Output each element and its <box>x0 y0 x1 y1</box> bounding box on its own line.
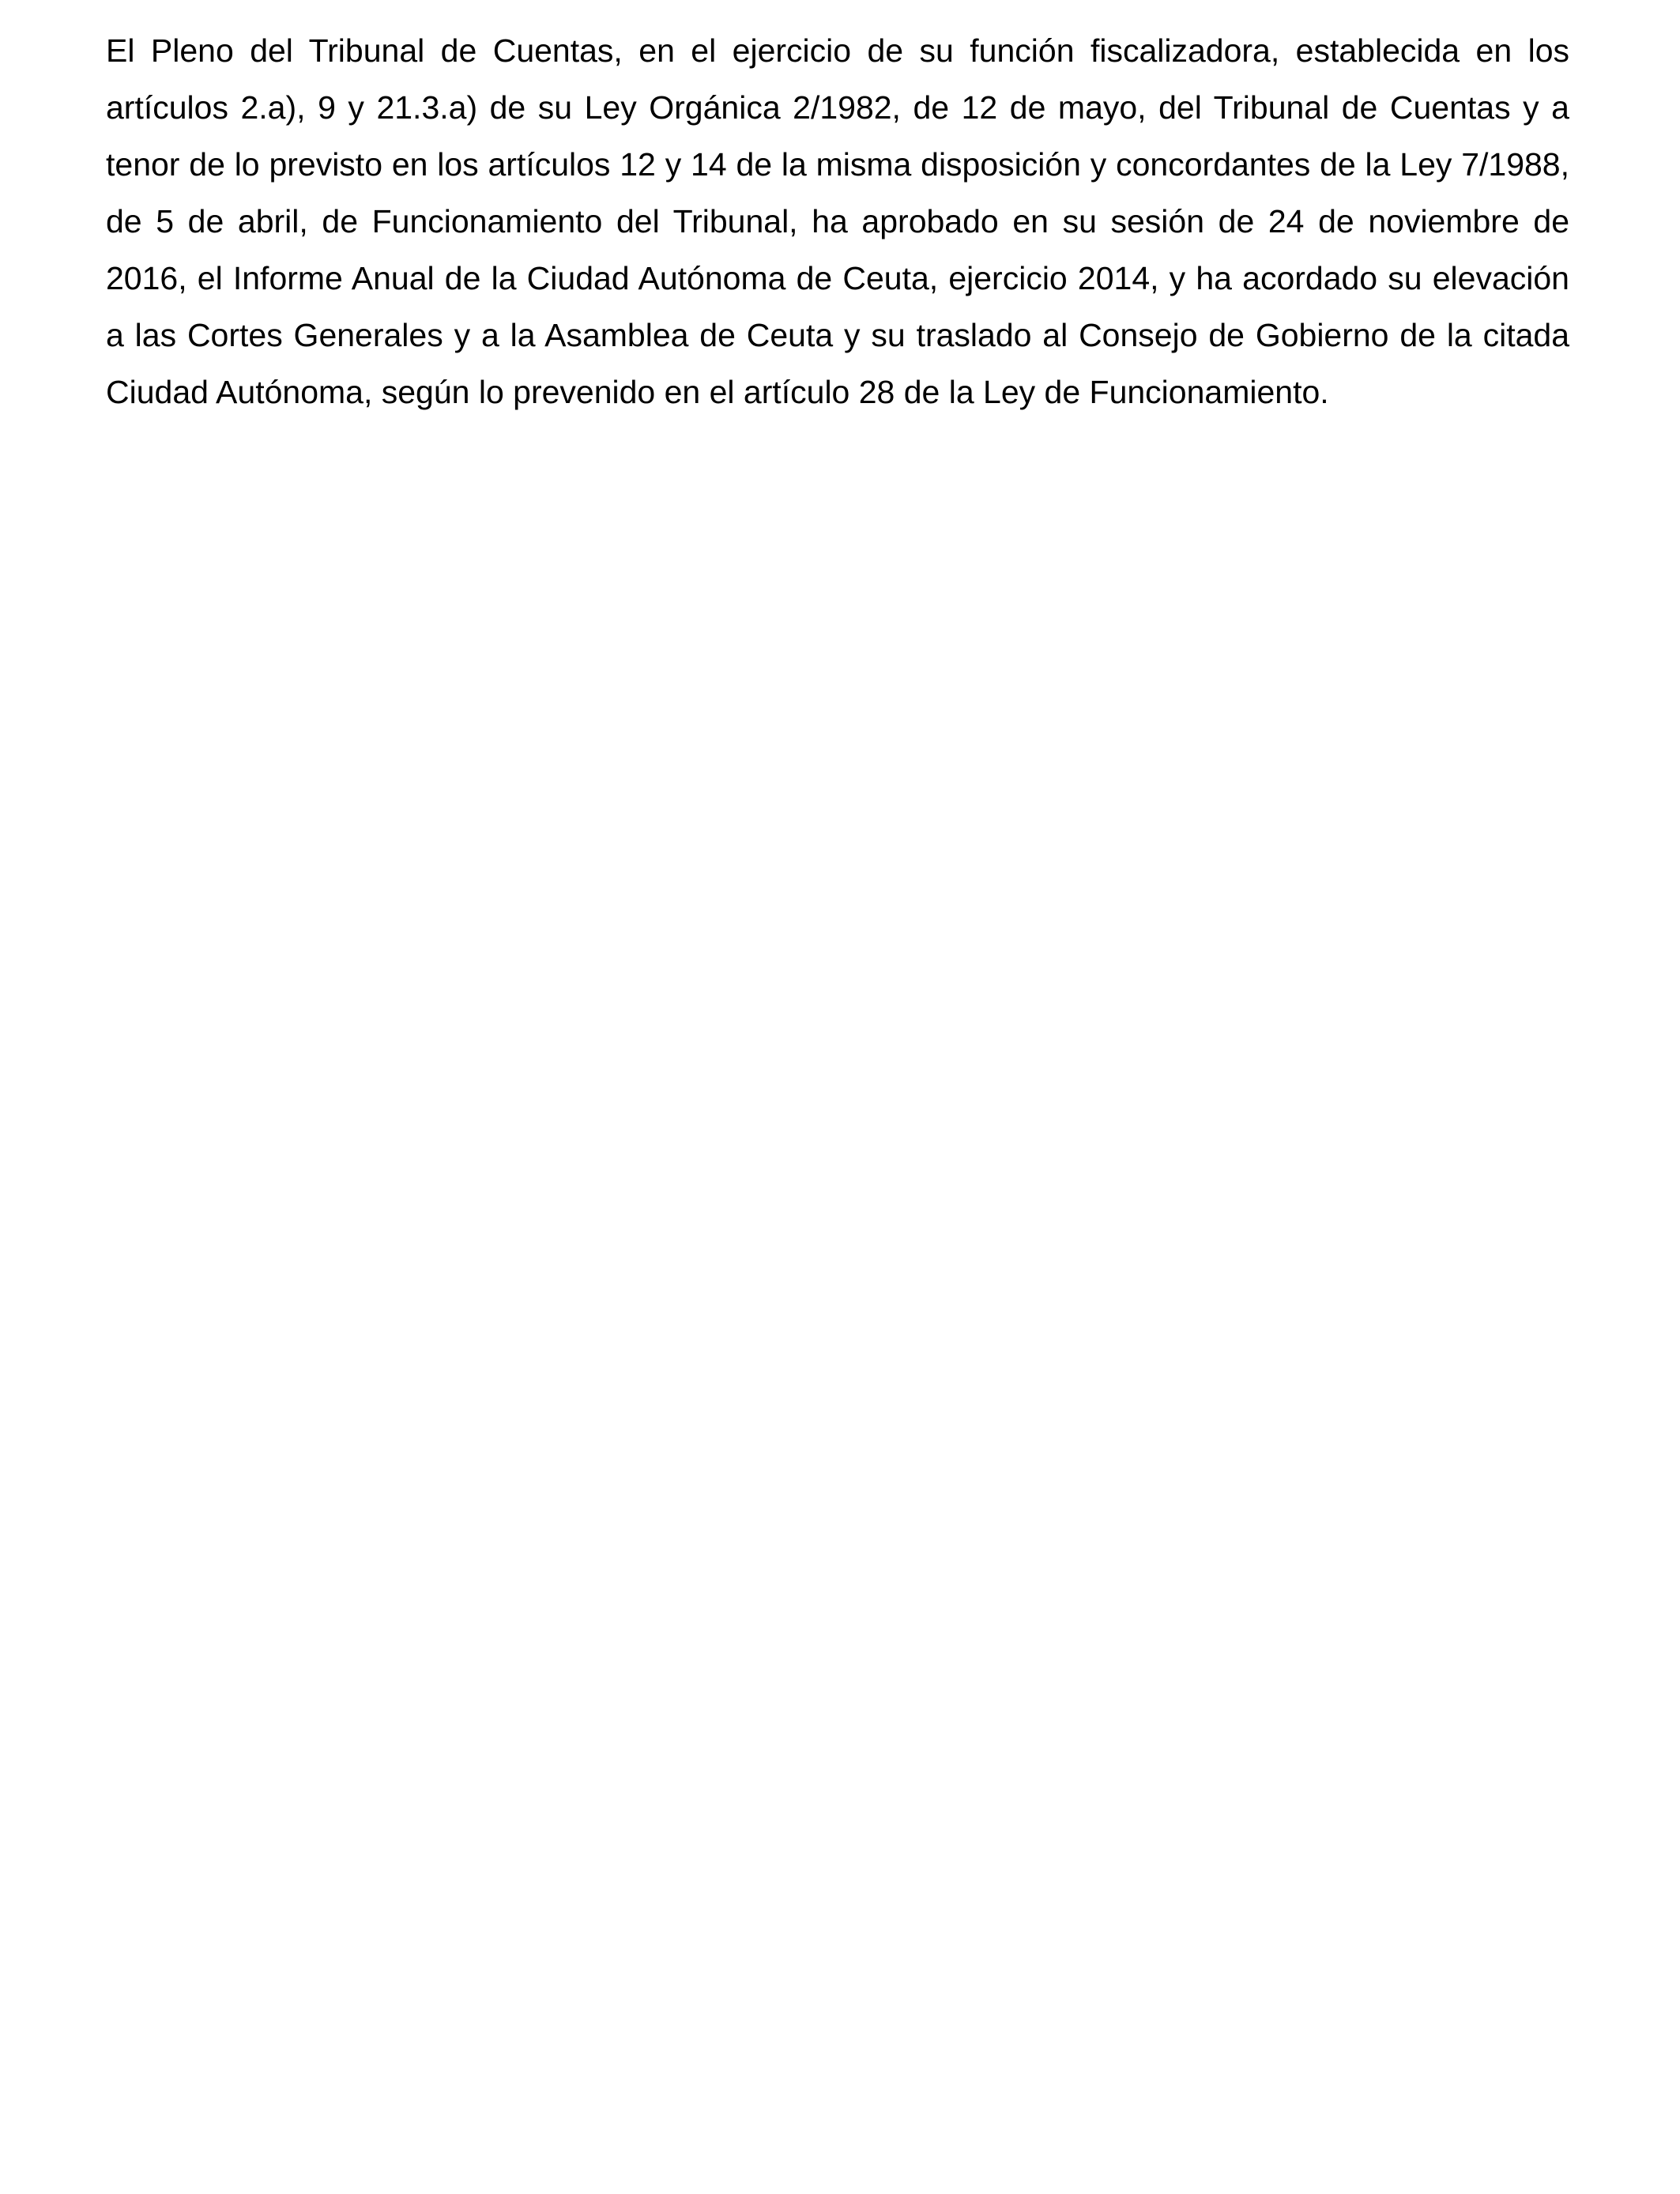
body-paragraph: El Pleno del Tribunal de Cuentas, en el ejercicio de su función fiscalizadora, establecida en los artículos 2.a), 9 y 21.3.a) de su Ley Orgánica 2/1982, de 12 de mayo, del Tribunal de Cuentas y a tenor de lo previsto en los artículos 12 y 14 de la misma disposición y concordantes de la Ley 7/1988, de 5 de abril, de Funcionamiento del Tribunal, ha aprobado en su sesión de 24 de noviembre de 2016, el Informe Anual de la Ciudad Autónoma de Ceuta, ejercicio 2014, y ha acordado su elevación a las Cortes Generales y a la Asamblea de Ceuta y su traslado al Consejo de Gobierno de la citada Ciudad Autónoma, según lo prevenido en el artículo 28 de la Ley de Funcionamiento. <box>106 32 1569 410</box>
